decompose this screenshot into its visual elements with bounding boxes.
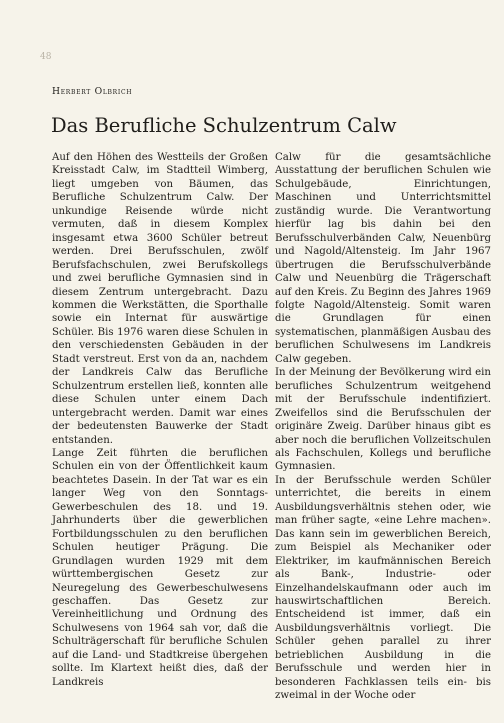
right-column (275, 151, 491, 703)
paragraph: In der Berufsschule werden Schüler unterrichtet, die bereits in einem Ausbildungsverhältnis stehen oder, wie man früher sagte, «eine Lehre machen». Das kann sein im gewerblichen Bereich, zum Beispiel als Mechaniker oder Elektriker, im kaufmännischen Bereich als Bank-, Industrie- oder Einzelhandelskaufmann oder auch im hauswirtschaftlichen Bereich. Entscheidend ist immer, daß ein Ausbildungsverhältnis vorliegt. Die Schüler gehen parallel zu ihrer betrieblichen Ausbildung in die Berufsschule und werden hier in besonderen Fachklassen teils ein- bis zweimal in der Woche oder (275, 474, 491, 702)
paragraph: In der Meinung der Bevölkerung wird ein berufliches Schulzentrum weitgehend mit der Berufsschule indentifiziert. Zweifellos sind die Berufsschulen der originäre Zweig. Darüber hinaus gibt es aber noch die beruflichen Vollzeitschulen als Fachschulen, Kollegs und berufliche Gymnasien. (275, 367, 491, 473)
paragraph: Auf den Höhen des Westteils der Großen Kreisstadt Calw, im Stadtteil Wimberg, liegt umgeben von Bäumen, das Berufliche Schulzentrum Calw. Der unkundige Reisende würde nicht vermuten, daß in diesem Komplex insgesamt etwa 3600 Schüler betreut werden. Drei Berufsschulen, zwölf Berufsfachschulen, zwei Berufskollegs und zwei berufliche Gymnasien sind in diesem Zentrum untergebracht. Dazu kommen die Werkstätten, die Sporthalle sowie ein Internat für auswärtige Schüler. Bis 1976 waren diese Schulen in den verschiedensten Gebäuden in der Stadt verstreut. Erst von da an, nachdem der Landkreis Calw das Berufliche Schulzentrum erstellen ließ, konnten alle diese Schulen unter einem Dach untergebracht werden. Damit war eines der bedeutensten Bauwerke der Stadt entstanden. (52, 152, 268, 446)
left-column (52, 151, 268, 689)
paragraph: Lange Zeit führten die beruflichen Schulen ein von der Öffentlichkeit kaum beachtetes Dasein. In der Tat war es ein langer Weg von den Sonntags-Gewerbeschulen des 18. und 19. Jahrhunderts über die gewerblichen Fortbildungsschulen zu den beruflichen Schulen heutiger Prägung. Die Grundlagen wurden 1929 mit dem württembergischen Gesetz zur Neuregelung des Gewerbeschulwesens geschaffen. Das Gesetz zur Vereinheitlichung und Ordnung des Schulwesens von 1964 sah vor, daß die Schulträgerschaft für berufliche Schulen auf die Land- und Stadtkreise übergehen sollte. Im Klartext heißt dies, daß der Landkreis (52, 447, 268, 688)
paragraph: Calw für die gesamtsächliche Ausstattung der beruflichen Schulen wie Schulgebäude, Einrichtungen, Maschinen und Unterrichtsmittel zuständig wurde. Die Verantwortung hierfür lag bis dahin bei den Berufsschulverbänden Calw, Neuenbürg und Nagold/Altensteig. Im Jahr 1967 übertrugen die Berufsschulverbände Calw und Neuenbürg die Trägerschaft auf den Kreis. Zu Beginn des Jahres 1969 folgte Nagold/Altensteig. Somit waren die Grundlagen für einen systematischen, planmäßigen Ausbau des beruflichen Schulwesens im Landkreis Calw gegeben. (275, 152, 491, 365)
author-name: Herbert Olbrich (52, 86, 133, 97)
page-number: 48 (40, 52, 52, 62)
article-title: Das Berufliche Schulzentrum Calw (51, 114, 397, 138)
